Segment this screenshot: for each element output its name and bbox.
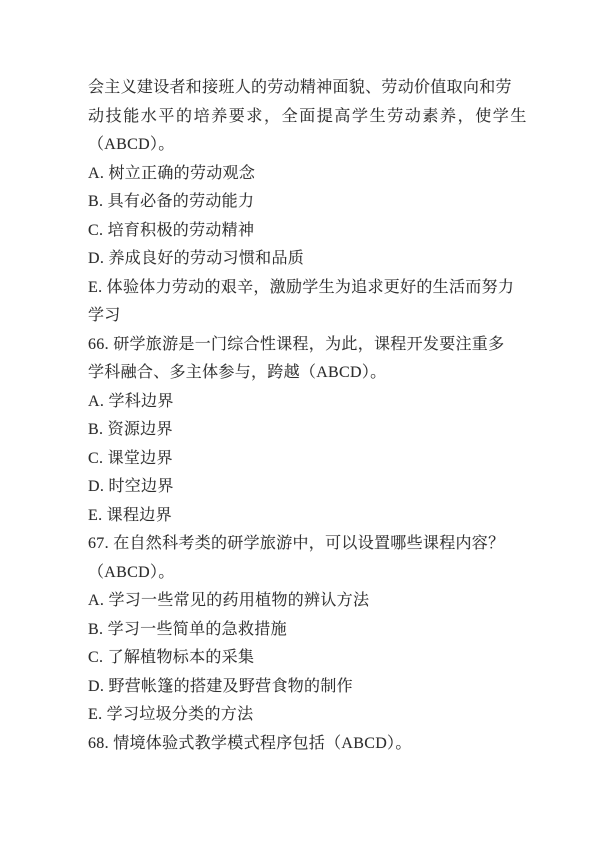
question-66-option-b: B. 资源边界 — [88, 421, 173, 438]
question-66-option-a: A. 学科边界 — [88, 392, 174, 410]
continued-option-b: B. 具有必备的劳动能力 — [88, 193, 255, 210]
question-67-option-c: C. 了解植物标本的采集 — [88, 649, 255, 666]
continued-question-block — [88, 74, 529, 331]
question-68-block — [88, 730, 516, 759]
question-67-option-d: D. 野营帐篷的搭建及野营食物的制作 — [88, 677, 353, 695]
question-66-option-d: D. 时空边界 — [88, 478, 174, 495]
question-67-option-b: B. 学习一些简单的急救措施 — [88, 620, 287, 638]
continued-option-a: A. 树立正确的劳动观念 — [88, 164, 256, 182]
question-66-stem-line-1: 66. 研学旅游是一门综合性课程，为此，课程开发要注重多 — [88, 335, 505, 353]
question-66-block — [88, 331, 516, 531]
continued-stem-answer: （ABCD）。 — [88, 136, 175, 153]
question-67-option-e: E. 学习垃圾分类的方法 — [88, 706, 254, 723]
text-column — [88, 74, 529, 758]
continued-stem-line-2: 动技能水平的培养要求，全面提高学生劳动素养，使学生 — [88, 107, 529, 125]
continued-stem-line-1: 会主义建设者和接班人的劳动精神面貌、劳动价值取向和劳 — [88, 79, 512, 96]
question-66-stem-line-2: 学科融合、多主体参与，跨越（ABCD）。 — [88, 364, 387, 381]
continued-option-c: C. 培育积极的劳动精神 — [88, 221, 255, 239]
question-66-option-c: C. 课堂边界 — [88, 449, 173, 467]
question-66-option-e: E. 课程边界 — [88, 506, 172, 524]
question-67-option-a: A. 学习一些常见的药用植物的辨认方法 — [88, 592, 370, 609]
question-67-stem-line-1: 67. 在自然科考类的研学旅游中，可以设置哪些课程内容？ — [88, 535, 505, 552]
continued-option-e-line-1: E. 体验体力劳动的艰辛，激励学生为追求更好的生活而努力 — [88, 278, 515, 296]
continued-option-d: D. 养成良好的劳动习惯和品质 — [88, 250, 305, 267]
continued-option-e-line-2: 学习 — [88, 307, 121, 324]
question-67-stem-line-2: （ABCD）。 — [88, 563, 175, 581]
question-67-block — [88, 530, 516, 730]
question-68-stem-line-1: 68. 情境体验式教学模式程序包括（ABCD）。 — [88, 734, 412, 752]
